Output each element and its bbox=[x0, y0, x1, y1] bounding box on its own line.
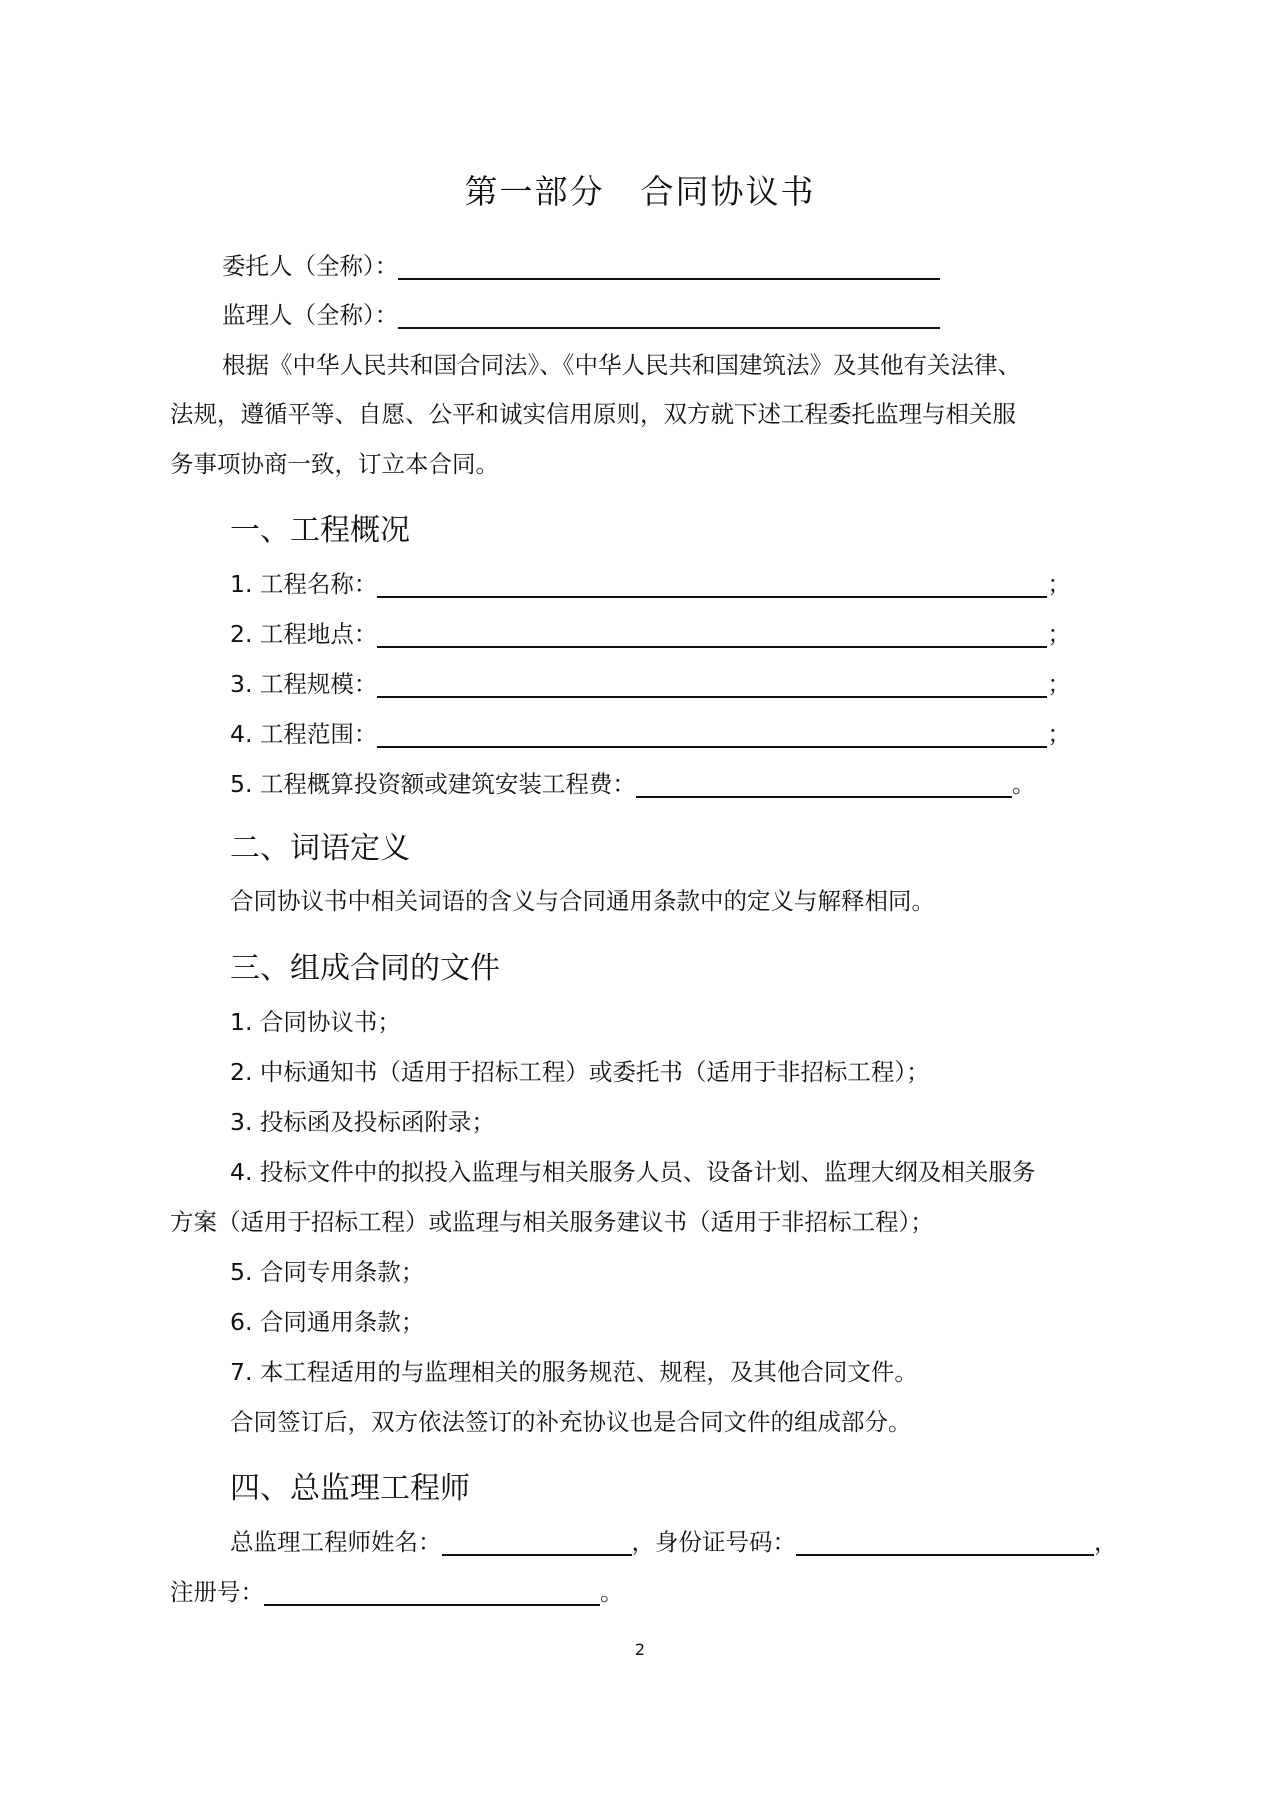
supervisor-label: 监理人（全称）： bbox=[222, 301, 399, 329]
client-line bbox=[222, 250, 940, 282]
project-scope-line bbox=[230, 718, 1071, 750]
contract-doc-3: 3. 投标函及投标函附录； bbox=[230, 1108, 495, 1136]
client-label: 委托人（全称）： bbox=[222, 252, 399, 280]
project-location-line bbox=[230, 618, 1071, 650]
project-scale-line bbox=[230, 668, 1071, 700]
project-budget-blank[interactable] bbox=[636, 772, 1012, 798]
chief-engineer-line bbox=[230, 1526, 1118, 1558]
contract-doc-4: 4. 投标文件中的拟投入监理与相关服务人员、设备计划、监理大纲及相关服务 bbox=[230, 1158, 1036, 1186]
page-title bbox=[0, 166, 1280, 213]
project-scope-blank[interactable] bbox=[377, 722, 1047, 748]
section4-heading: 四、总监理工程师 bbox=[230, 1471, 470, 1506]
chief-id-blank[interactable] bbox=[796, 1530, 1094, 1556]
registration-line bbox=[170, 1576, 624, 1608]
item-number: 5. bbox=[230, 770, 253, 798]
item-number: 4. bbox=[230, 720, 253, 748]
preamble-line-2: 法规，遵循平等、自愿、公平和诚实信用原则，双方就下述工程委托监理与相关服 bbox=[170, 400, 1016, 428]
item-number: 3. bbox=[230, 670, 253, 698]
contract-doc-2: 2. 中标通知书（适用于招标工程）或委托书（适用于非招标工程）； bbox=[230, 1058, 930, 1086]
item-number: 1. bbox=[230, 570, 253, 598]
project-scale-blank[interactable] bbox=[377, 672, 1047, 698]
line-end: 。 bbox=[1011, 770, 1036, 798]
item-number: 2. bbox=[230, 620, 253, 648]
project-scope-label: 工程范围： bbox=[259, 720, 378, 748]
title-part: 第一部分 bbox=[464, 172, 605, 211]
chief-name-label: 总监理工程师姓名： bbox=[230, 1528, 442, 1556]
line-end: ； bbox=[1047, 670, 1071, 698]
line-end: ； bbox=[1047, 720, 1071, 748]
supplement-note: 合同签订后，双方依法签订的补充协议也是合同文件的组成部分。 bbox=[230, 1408, 912, 1436]
registration-blank[interactable] bbox=[264, 1580, 600, 1606]
client-blank[interactable] bbox=[398, 254, 940, 280]
project-scale-label: 工程规模： bbox=[259, 670, 378, 698]
chief-id-label: ，身份证号码： bbox=[631, 1528, 796, 1556]
project-budget-label: 工程概算投资额或建筑安装工程费： bbox=[259, 770, 636, 798]
line-end: 。 bbox=[600, 1578, 624, 1606]
contract-doc-7: 7. 本工程适用的与监理相关的服务规范、规程，及其他合同文件。 bbox=[230, 1358, 918, 1386]
chief-name-blank[interactable] bbox=[442, 1530, 632, 1556]
project-name-label: 工程名称： bbox=[259, 570, 378, 598]
preamble-line-1: 根据《中华人民共和国合同法》、《中华人民共和国建筑法》及其他有关法律、 bbox=[222, 351, 1021, 379]
contract-doc-5: 5. 合同专用条款； bbox=[230, 1258, 425, 1286]
page-number: 2 bbox=[634, 1640, 646, 1659]
line-end: ， bbox=[1094, 1528, 1118, 1556]
contract-doc-4-cont: 方案（适用于招标工程）或监理与相关服务建议书（适用于非招标工程）； bbox=[170, 1208, 934, 1236]
contract-doc-6: 6. 合同通用条款； bbox=[230, 1308, 425, 1336]
title-name: 合同协议书 bbox=[640, 172, 816, 211]
section1-heading: 一、工程概况 bbox=[230, 513, 410, 548]
project-name-line bbox=[230, 568, 1071, 600]
supervisor-line bbox=[222, 299, 940, 331]
supervisor-blank[interactable] bbox=[398, 303, 940, 329]
registration-label: 注册号： bbox=[170, 1578, 264, 1606]
project-location-blank[interactable] bbox=[377, 622, 1047, 648]
line-end: ； bbox=[1047, 570, 1071, 598]
project-budget-line bbox=[230, 768, 1035, 800]
section2-heading: 二、词语定义 bbox=[230, 831, 410, 866]
line-end: ； bbox=[1047, 620, 1071, 648]
preamble-line-3: 务事项协商一致，订立本合同。 bbox=[170, 450, 499, 478]
section3-heading: 三、组成合同的文件 bbox=[230, 951, 500, 986]
section2-text: 合同协议书中相关词语的含义与合同通用条款中的定义与解释相同。 bbox=[230, 887, 935, 915]
project-location-label: 工程地点： bbox=[259, 620, 378, 648]
project-name-blank[interactable] bbox=[377, 572, 1047, 598]
contract-doc-1: 1. 合同协议书； bbox=[230, 1008, 401, 1036]
